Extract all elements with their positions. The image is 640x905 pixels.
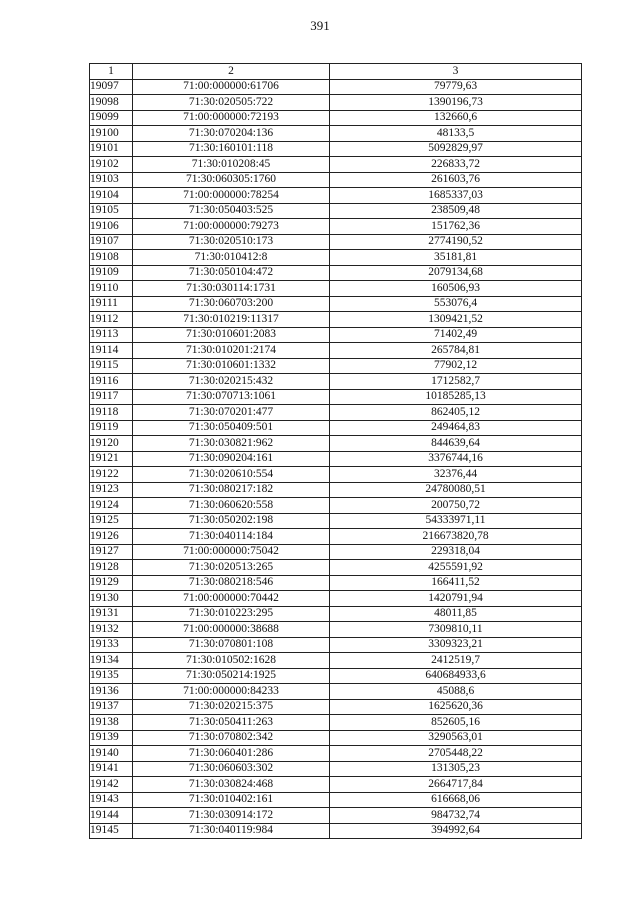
table-row (90, 389, 582, 405)
cadastral-value: 229318,04 (330, 544, 582, 560)
table-row (90, 281, 582, 297)
cadastral-value: 35181,81 (330, 250, 582, 266)
table-row (90, 637, 582, 653)
row-number: 19141 (90, 761, 133, 777)
data-table (89, 63, 582, 839)
cadastral-value: 151762,36 (330, 219, 582, 235)
table-row (90, 203, 582, 219)
cadastral-value: 1625620,36 (330, 699, 582, 715)
cadastral-number: 71:00:000000:78254 (133, 188, 330, 204)
row-number: 19132 (90, 622, 133, 638)
row-number: 19124 (90, 498, 133, 514)
header-row (90, 64, 582, 80)
cadastral-number: 71:30:020513:265 (133, 560, 330, 576)
cadastral-value: 261603,76 (330, 172, 582, 188)
cadastral-value: 32376,44 (330, 467, 582, 483)
table-row (90, 312, 582, 328)
table-row (90, 188, 582, 204)
cadastral-number: 71:30:070204:136 (133, 126, 330, 142)
table-row (90, 482, 582, 498)
cadastral-value: 553076,4 (330, 296, 582, 312)
row-number: 19106 (90, 219, 133, 235)
cadastral-number: 71:30:010402:161 (133, 792, 330, 808)
cadastral-value: 844639,64 (330, 436, 582, 452)
cadastral-value: 1309421,52 (330, 312, 582, 328)
page-number: 391 (310, 18, 330, 33)
cadastral-value: 1390196,73 (330, 95, 582, 111)
row-number: 19137 (90, 699, 133, 715)
row-number: 19135 (90, 668, 133, 684)
cadastral-value: 3290563,01 (330, 730, 582, 746)
cadastral-value: 45088,6 (330, 684, 582, 700)
cadastral-value: 166411,52 (330, 575, 582, 591)
cadastral-number: 71:30:060620:558 (133, 498, 330, 514)
cadastral-value: 1420791,94 (330, 591, 582, 607)
cadastral-value: 2705448,22 (330, 746, 582, 762)
table-row (90, 513, 582, 529)
cadastral-value: 2412519,7 (330, 653, 582, 669)
row-number: 19111 (90, 296, 133, 312)
table-row (90, 219, 582, 235)
table-row (90, 250, 582, 266)
cadastral-value: 54333971,11 (330, 513, 582, 529)
table-row (90, 498, 582, 514)
cadastral-number: 71:30:070801:108 (133, 637, 330, 653)
table-row (90, 529, 582, 545)
table-row (90, 296, 582, 312)
cadastral-number: 71:30:160101:118 (133, 141, 330, 157)
row-number: 19125 (90, 513, 133, 529)
cadastral-number: 71:30:030914:172 (133, 808, 330, 824)
cadastral-value: 160506,93 (330, 281, 582, 297)
cadastral-number: 71:30:030824:468 (133, 777, 330, 793)
cadastral-value: 24780080,51 (330, 482, 582, 498)
row-number: 19099 (90, 110, 133, 126)
row-number: 19129 (90, 575, 133, 591)
cadastral-value: 79779,63 (330, 79, 582, 95)
row-number: 19143 (90, 792, 133, 808)
cadastral-value: 4255591,92 (330, 560, 582, 576)
cadastral-number: 71:30:050214:1925 (133, 668, 330, 684)
row-number: 19144 (90, 808, 133, 824)
cadastral-number: 71:30:050202:198 (133, 513, 330, 529)
row-number: 19101 (90, 141, 133, 157)
row-number: 19114 (90, 343, 133, 359)
row-number: 19108 (90, 250, 133, 266)
cadastral-value: 5092829,97 (330, 141, 582, 157)
cadastral-number: 71:30:020215:375 (133, 699, 330, 715)
cadastral-value: 48011,85 (330, 606, 582, 622)
row-number: 19100 (90, 126, 133, 142)
row-number: 19117 (90, 389, 133, 405)
cadastral-value: 3376744,16 (330, 451, 582, 467)
table-row (90, 467, 582, 483)
row-number: 19126 (90, 529, 133, 545)
cadastral-number: 71:30:080217:182 (133, 482, 330, 498)
cadastral-value: 48133,5 (330, 126, 582, 142)
row-number: 19110 (90, 281, 133, 297)
cadastral-number: 71:30:070713:1061 (133, 389, 330, 405)
cadastral-number: 71:00:000000:61706 (133, 79, 330, 95)
cadastral-number: 71:30:010502:1628 (133, 653, 330, 669)
cadastral-value: 131305,23 (330, 761, 582, 777)
cadastral-value: 616668,06 (330, 792, 582, 808)
cadastral-number: 71:30:010601:2083 (133, 327, 330, 343)
row-number: 19097 (90, 79, 133, 95)
table-row (90, 126, 582, 142)
row-number: 19142 (90, 777, 133, 793)
row-number: 19123 (90, 482, 133, 498)
row-number: 19119 (90, 420, 133, 436)
cadastral-number: 71:30:050403:525 (133, 203, 330, 219)
table-row (90, 157, 582, 173)
row-number: 19139 (90, 730, 133, 746)
cadastral-value: 984732,74 (330, 808, 582, 824)
row-number: 19120 (90, 436, 133, 452)
cadastral-number: 71:30:070201:477 (133, 405, 330, 421)
row-number: 19113 (90, 327, 133, 343)
row-number: 19115 (90, 358, 133, 374)
cadastral-number: 71:30:030821:962 (133, 436, 330, 452)
table-row (90, 451, 582, 467)
cadastral-value: 200750,72 (330, 498, 582, 514)
row-number: 19136 (90, 684, 133, 700)
cadastral-number: 71:30:080218:546 (133, 575, 330, 591)
cadastral-value: 852605,16 (330, 715, 582, 731)
table-row (90, 622, 582, 638)
table-row (90, 777, 582, 793)
cadastral-number: 71:30:020215:432 (133, 374, 330, 390)
table-row (90, 405, 582, 421)
table-row (90, 560, 582, 576)
row-number: 19133 (90, 637, 133, 653)
cadastral-value: 249464,83 (330, 420, 582, 436)
table-row (90, 79, 582, 95)
cadastral-value: 132660,6 (330, 110, 582, 126)
table-row (90, 591, 582, 607)
table-row (90, 420, 582, 436)
table-row (90, 808, 582, 824)
cadastral-number: 71:30:010412:8 (133, 250, 330, 266)
cadastral-number: 71:30:050411:263 (133, 715, 330, 731)
table-row (90, 823, 582, 839)
row-number: 19116 (90, 374, 133, 390)
cadastral-value: 2774190,52 (330, 234, 582, 250)
cadastral-number: 71:30:060305:1760 (133, 172, 330, 188)
cadastral-number: 71:30:050104:472 (133, 265, 330, 281)
table-row (90, 265, 582, 281)
cadastral-number: 71:30:070802:342 (133, 730, 330, 746)
table-row (90, 110, 582, 126)
cadastral-value: 77902,12 (330, 358, 582, 374)
cadastral-number: 71:30:040119:984 (133, 823, 330, 839)
cadastral-number: 71:30:060603:302 (133, 761, 330, 777)
row-number: 19098 (90, 95, 133, 111)
table-row (90, 792, 582, 808)
row-number: 19138 (90, 715, 133, 731)
header-col-3: 3 (330, 64, 582, 80)
row-number: 19102 (90, 157, 133, 173)
cadastral-value: 7309810,11 (330, 622, 582, 638)
row-number: 19122 (90, 467, 133, 483)
cadastral-number: 71:30:060401:286 (133, 746, 330, 762)
table-row (90, 544, 582, 560)
cadastral-value: 226833,72 (330, 157, 582, 173)
row-number: 19103 (90, 172, 133, 188)
table-row (90, 343, 582, 359)
table-row (90, 606, 582, 622)
row-number: 19140 (90, 746, 133, 762)
table-row (90, 141, 582, 157)
table-row (90, 95, 582, 111)
header-col-2: 2 (133, 64, 330, 80)
cadastral-number: 71:30:030114:1731 (133, 281, 330, 297)
row-number: 19104 (90, 188, 133, 204)
cadastral-number: 71:00:000000:79273 (133, 219, 330, 235)
row-number: 19105 (90, 203, 133, 219)
table-row (90, 436, 582, 452)
header-col-1: 1 (90, 64, 133, 80)
cadastral-number: 71:30:090204:161 (133, 451, 330, 467)
table-row (90, 668, 582, 684)
cadastral-value: 216673820,78 (330, 529, 582, 545)
cadastral-number: 71:30:010208:45 (133, 157, 330, 173)
cadastral-number: 71:30:020610:554 (133, 467, 330, 483)
row-number: 19145 (90, 823, 133, 839)
row-number: 19134 (90, 653, 133, 669)
table-body (90, 79, 582, 839)
row-number: 19128 (90, 560, 133, 576)
cadastral-number: 71:00:000000:84233 (133, 684, 330, 700)
cadastral-number: 71:30:060703:200 (133, 296, 330, 312)
cadastral-number: 71:30:050409:501 (133, 420, 330, 436)
cadastral-number: 71:30:040114:184 (133, 529, 330, 545)
cadastral-value: 3309323,21 (330, 637, 582, 653)
cadastral-number: 71:30:010219:11317 (133, 312, 330, 328)
cadastral-value: 265784,81 (330, 343, 582, 359)
table-row (90, 761, 582, 777)
cadastral-number: 71:30:010201:2174 (133, 343, 330, 359)
cadastral-value: 1685337,03 (330, 188, 582, 204)
row-number: 19127 (90, 544, 133, 560)
row-number: 19131 (90, 606, 133, 622)
table-row (90, 358, 582, 374)
table-row (90, 684, 582, 700)
cadastral-value: 2079134,68 (330, 265, 582, 281)
table-row (90, 715, 582, 731)
table-row (90, 730, 582, 746)
table-row (90, 746, 582, 762)
row-number: 19118 (90, 405, 133, 421)
cadastral-number: 71:30:010601:1332 (133, 358, 330, 374)
cadastral-value: 1712582,7 (330, 374, 582, 390)
table-row (90, 327, 582, 343)
table-row (90, 575, 582, 591)
row-number: 19109 (90, 265, 133, 281)
row-number: 19130 (90, 591, 133, 607)
row-number: 19112 (90, 312, 133, 328)
table-row (90, 172, 582, 188)
cadastral-number: 71:30:020505:722 (133, 95, 330, 111)
cadastral-number: 71:30:010223:295 (133, 606, 330, 622)
table-row (90, 234, 582, 250)
cadastral-value: 238509,48 (330, 203, 582, 219)
row-number: 19121 (90, 451, 133, 467)
cadastral-value: 71402,49 (330, 327, 582, 343)
table-row (90, 653, 582, 669)
cadastral-number: 71:00:000000:72193 (133, 110, 330, 126)
table-row (90, 699, 582, 715)
cadastral-value: 10185285,13 (330, 389, 582, 405)
cadastral-value: 394992,64 (330, 823, 582, 839)
row-number: 19107 (90, 234, 133, 250)
table-header (90, 64, 582, 80)
table-row (90, 374, 582, 390)
cadastral-value: 640684933,6 (330, 668, 582, 684)
cadastral-number: 71:00:000000:38688 (133, 622, 330, 638)
cadastral-value: 862405,12 (330, 405, 582, 421)
cadastral-number: 71:00:000000:75042 (133, 544, 330, 560)
cadastral-value: 2664717,84 (330, 777, 582, 793)
cadastral-number: 71:30:020510:173 (133, 234, 330, 250)
cadastral-number: 71:00:000000:70442 (133, 591, 330, 607)
